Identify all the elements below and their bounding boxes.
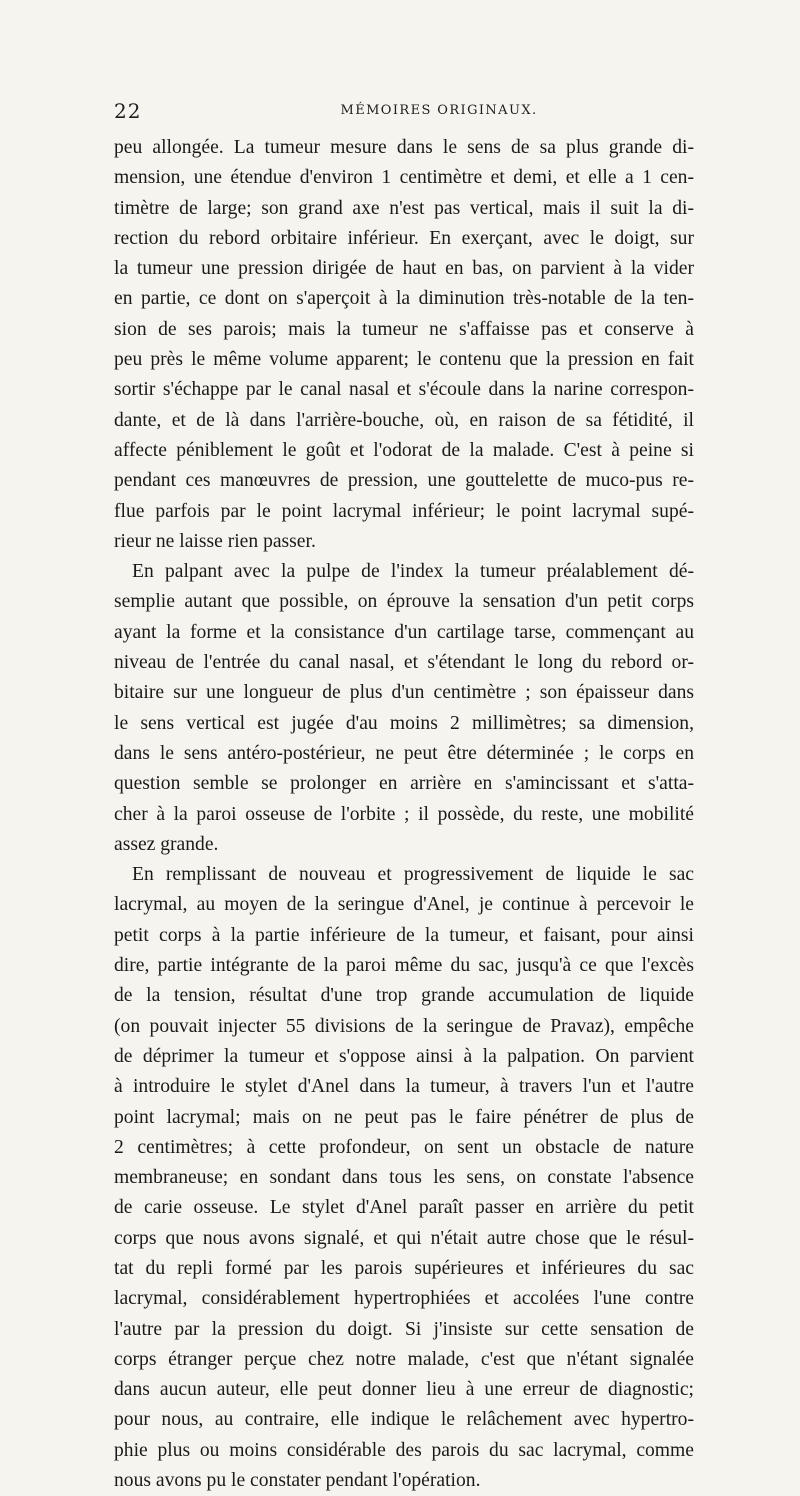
text-line: peu près le même volume apparent; le contenu que la pression en fait <box>114 349 694 371</box>
text-line: peu allongée. La tumeur mesure dans le sens de sa plus grande di- <box>114 137 694 158</box>
paragraph-start-line: En remplissant de nouveau et progressivement de liquide le sac <box>132 864 694 886</box>
text-line: membraneuse; en sondant dans tous les sens, on constate l'absence <box>114 1167 694 1189</box>
text-line: ayant la forme et la consistance d'un cartilage tarse, commençant au <box>114 621 694 643</box>
text-line: bitaire sur une longueur de plus d'un centimètre ; son épaisseur dans <box>114 682 694 704</box>
text-line: dire, partie intégrante de la paroi même du sac, jusqu'à ce que l'excès <box>114 955 694 977</box>
text-line: l'autre par la pression du doigt. Si j'insiste sur cette sensation de <box>114 1318 694 1340</box>
paragraph-end-line: rieur ne laisse rien passer. <box>114 530 316 552</box>
text-line: point lacrymal; mais on ne peut pas le faire pénétrer de plus de <box>114 1106 694 1128</box>
text-line: lacrymal, au moyen de la seringue d'Anel, je continue à percevoir le <box>114 894 694 916</box>
text-line: dans aucun auteur, elle peut donner lieu à une erreur de diagnostic; <box>114 1379 694 1401</box>
text-line: corps que nous avons signalé, et qui n'était autre chose que le résul- <box>114 1227 694 1249</box>
text-line: semplie autant que possible, on éprouve la sensation d'un petit corps <box>114 591 694 613</box>
text-line: corps étranger perçue chez notre malade, c'est que n'étant signalée <box>114 1348 694 1370</box>
text-line: (on pouvait injecter 55 divisions de la seringue de Pravaz), empêche <box>114 1015 694 1037</box>
text-line: cher à la paroi osseuse de l'orbite ; il possède, du reste, une mobilité <box>114 803 694 825</box>
text-line: niveau de l'entrée du canal nasal, et s'étendant le long du rebord or- <box>114 652 694 674</box>
body-text <box>114 133 694 1496</box>
text-line: affecte péniblement le goût et l'odorat de la malade. C'est à peine si <box>114 439 694 461</box>
paragraph-end-line: nous avons pu le constater pendant l'opération. <box>114 1470 481 1492</box>
text-line: de déprimer la tumeur et s'oppose ainsi à la palpation. On parvient <box>114 1045 694 1067</box>
text-line: pendant ces manœuvres de pression, une gouttelette de muco-pus re- <box>114 470 694 492</box>
text-line: timètre de large; son grand axe n'est pas vertical, mais il suit la di- <box>114 197 694 219</box>
paragraph-start-line: En palpant avec la pulpe de l'index la tumeur préalablement dé- <box>132 561 694 583</box>
text-line: sion de ses parois; mais la tumeur ne s'affaisse pas et conserve à <box>114 318 694 340</box>
text-line: flue parfois par le point lacrymal inférieur; le point lacrymal supé- <box>114 500 694 522</box>
text-line: dante, et de là dans l'arrière-bouche, où, en raison de sa fétidité, il <box>114 409 694 431</box>
page-number: 22 <box>114 99 142 123</box>
paragraph-end-line: assez grande. <box>114 833 219 855</box>
running-title: MÉMOIRES ORIGINAUX. <box>340 103 538 118</box>
page-header <box>114 98 694 124</box>
text-line: le sens vertical est jugée d'au moins 2 millimètres; sa dimension, <box>114 712 694 734</box>
text-line: sortir s'échappe par le canal nasal et s'écoule dans la narine correspon- <box>114 379 694 401</box>
text-line: phie plus ou moins considérable des parois du sac lacrymal, comme <box>114 1439 694 1461</box>
text-line: pour nous, au contraire, elle indique le relâchement avec hypertro- <box>114 1409 694 1431</box>
text-line: question semble se prolonger en arrière en s'amincissant et s'atta- <box>114 773 694 795</box>
text-line: en partie, ce dont on s'aperçoit à la diminution très-notable de la ten- <box>114 288 694 310</box>
text-line: dans le sens antéro-postérieur, ne peut être déterminée ; le corps en <box>114 742 694 764</box>
text-line: petit corps à la partie inférieure de la tumeur, et faisant, pour ainsi <box>114 924 694 946</box>
text-line: mension, une étendue d'environ 1 centimètre et demi, et elle a 1 cen- <box>114 167 694 189</box>
text-line: de carie osseuse. Le stylet d'Anel paraît passer en arrière du petit <box>114 1197 694 1219</box>
text-line: la tumeur une pression dirigée de haut en bas, on parvient à la vider <box>114 258 694 280</box>
text-line: 2 centimètres; à cette profondeur, on sent un obstacle de nature <box>114 1136 694 1158</box>
text-line: de la tension, résultat d'une trop grande accumulation de liquide <box>114 985 694 1007</box>
text-line: tat du repli formé par les parois supérieures et inférieures du sac <box>114 1257 694 1279</box>
text-line: lacrymal, considérablement hypertrophiées et accolées l'une contre <box>114 1288 694 1310</box>
text-line: rection du rebord orbitaire inférieur. En exerçant, avec le doigt, sur <box>114 227 694 249</box>
text-line: à introduire le stylet d'Anel dans la tumeur, à travers l'un et l'autre <box>114 1076 694 1098</box>
